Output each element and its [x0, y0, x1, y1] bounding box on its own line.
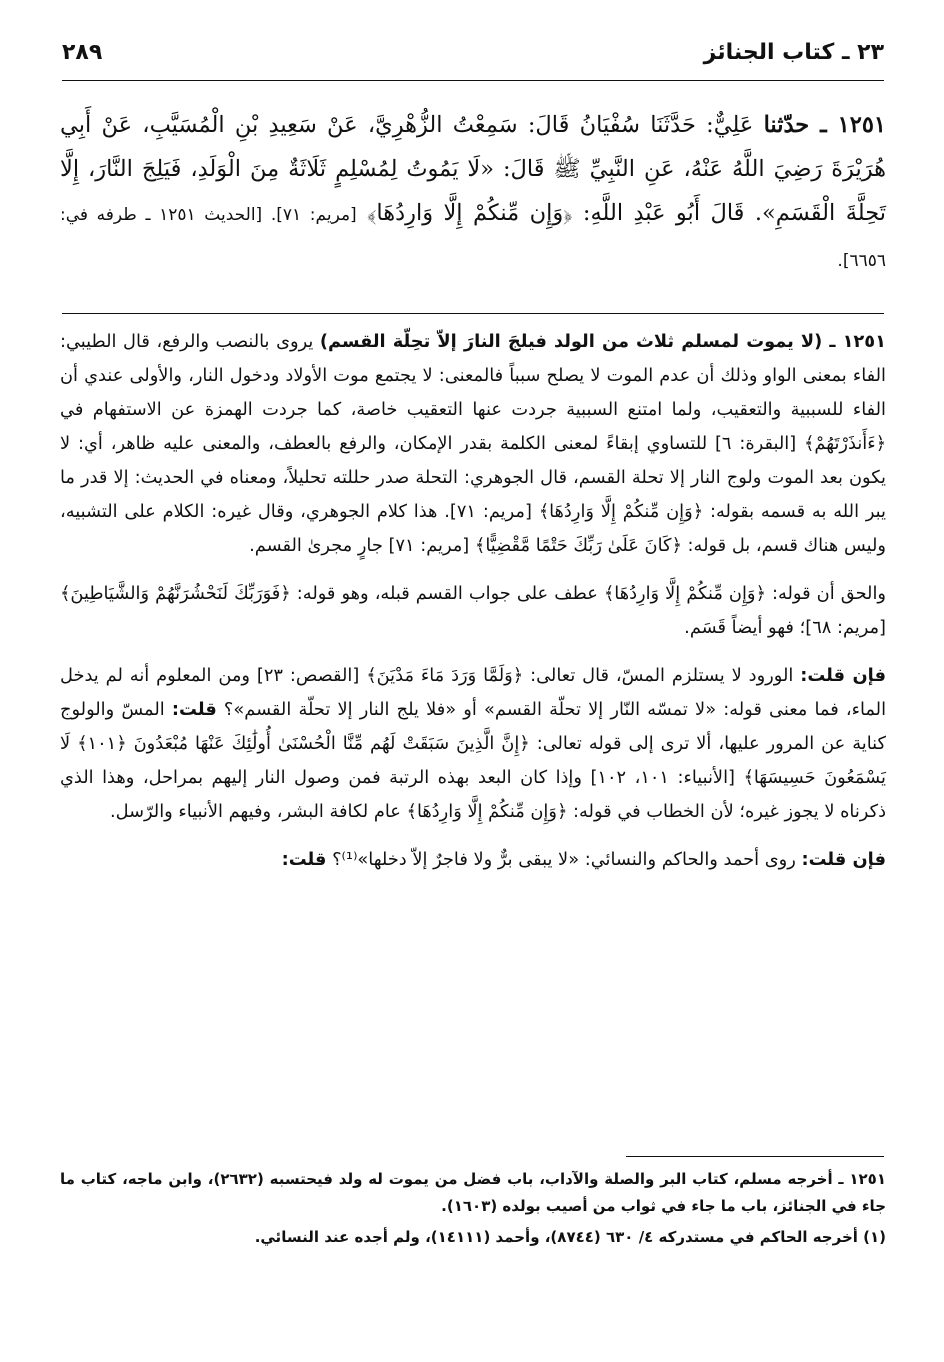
page-header: [62, 38, 884, 78]
hadith-number: ١٢٥١ ـ حدّثنا: [763, 112, 886, 138]
question-lead: فإن قلت:: [801, 849, 886, 870]
header-rule: [62, 80, 884, 81]
hadith-reference: [مريم: ٧١]. [الحديث ١٢٥١ ـ طرفه في: ٦٦٥٦].: [60, 205, 886, 271]
footnote-1251: ١٢٥١ ـ أخرجه مسلم، كتاب البر والصلة والآداب، باب فضل من يموت له ولد فيحتسبه (٢٦٣٢)، وابن ماجه، كتاب ما جاء في الجنائز، باب ما جاء في ثواب من أصيب بولده (١٦٠٣).: [60, 1170, 886, 1215]
answer-lead: قلت:: [281, 849, 327, 870]
section-divider: [62, 313, 884, 314]
hadith-body: عَلِيٌّ: حَدَّثَنَا سُفْيَانُ قَالَ: سَمِعْتُ الزُّهْرِيَّ، عَنْ سَعِيدِ بْنِ الْمُسَيَّبِ، عَنْ أَبِي هُرَيْرَةَ رَضِيَ اللَّهُ عَنْهُ، عَنِ النَّبِيِّ ﷺ قَالَ: «لَا يَمُوتُ لِمُسْلِمٍ ثَلَاثَةٌ مِنَ الْوَلَدِ، فَيَلِجَ النَّارَ، إِلَّا تَحِلَّةَ الْقَسَمِ». قَالَ أَبُو عَبْدِ اللَّهِ: ﴿وَإِن مِّنكُمْ إِلَّا وَارِدُهَا﴾: [60, 112, 886, 226]
footnote-rule: [626, 1156, 884, 1157]
commentary-heading: ١٢٥١ ـ (لا يموت لمسلم ثلاث من الولد فيلجَ النارَ إلاّ تحِلّة القسم): [319, 331, 886, 352]
question-lead: فإن قلت:: [800, 665, 887, 686]
commentary-paragraph-1: [60, 325, 886, 563]
hadith-text: [60, 103, 886, 283]
page-number: ٢٨٩: [62, 40, 103, 65]
commentary-paragraph-3: [60, 659, 886, 829]
footnotes: [60, 1166, 886, 1251]
commentary-text: والحق أن قوله: ﴿وَإِن مِّنكُمْ إِلَّا وَارِدُهَا﴾ عطف على جواب القسم قبله، وهو قوله: ﴿فَوَرَبِّكَ لَنَحْشُرَنَّهُمْ وَالشَّيَاطِينَ﴾ [مريم: ٦٨]؛ فهو أيضاً قَسَم.: [60, 583, 886, 638]
chapter-title: ٢٣ ـ كتاب الجنائز: [703, 40, 884, 65]
footnote-1: (١) أخرجه الحاكم في مستدركه ٤/ ٦٣٠ (٨٧٤٤)، وأحمد (١٤١١١)، ولم أجده عند النسائي.: [254, 1228, 886, 1246]
commentary-text: يروى بالنصب والرفع، قال الطيبي: الفاء بمعنى الواو وذلك أن عدم الموت لا يصلح سبباً فالمعنى: لا يجتمع موت الأولاد ودخول النار، والأولى عندي أن الفاء للسببية والتعقيب، ولما امتنع السببية جردت عنها التعقيب خاصة، كما جردت الهمزة عن الاستفهام في ﴿ءَأَنذَرْتَهُمْ﴾ [البقرة: ٦] للتساوي إبقاءً لمعنى الكلمة بقدر الإمكان، والرفع بالعطف، والمعنى عليه ظاهر، أي: لا يكون بعد الموت ولوج النار إلا تحلة القسم، قال الجوهري: التحلة صدر حللته تحليلاً، ومعناه في الحديث: إلا قدر ما يبر الله به قسمه بقوله: ﴿وَإِن مِّنكُمْ إِلَّا وَارِدُهَا﴾ [مريم: ٧١]. هذا كلام الجوهري، وقال غيره: الكلام على التشبيه، وليس هناك قسم، بل قوله: ﴿كَانَ عَلَىٰ رَبِّكَ حَتْمًا مَّقْضِيًّا﴾ [مريم: ٧١] جارٍ مجرىٰ القسم.: [60, 331, 886, 556]
commentary-text: المسّ والولوج كناية عن المرور عليها، ألا ترى إلى قوله تعالى: ﴿إِنَّ الَّذِينَ سَبَقَتْ لَهُم مِّنَّا الْحُسْنَىٰ أُولَٰئِكَ عَنْهَا مُبْعَدُونَ ﴿١٠١﴾ لَا يَسْمَعُونَ حَسِيسَهَا﴾ [الأنبياء: ١٠١، ١٠٢] وإذا كان البعد بهذه الرتبة فمن وصول النار إليهم بمراحل، وهذا الذي ذكرناه لا يجوز غيره؛ لأن الخطاب في قوله: ﴿وَإِن مِّنكُمْ إِلَّا وَارِدُهَا﴾ عام لكافة البشر، وفيهم الأنبياء والرّسل.: [60, 699, 886, 822]
commentary-paragraph-2: [60, 577, 886, 645]
commentary-paragraph-4: [60, 843, 886, 877]
commentary: [60, 325, 886, 877]
commentary-text: روى أحمد والحاكم والنسائي: «لا يبقى برٌّ ولا فاجرٌ إلاّ دخلها»⁽¹⁾؟: [332, 849, 796, 870]
answer-lead: قلت:: [171, 699, 217, 720]
commentary-text: الورود لا يستلزم المسّ، قال تعالى: ﴿وَلَمَّا وَرَدَ مَاءَ مَدْيَنَ﴾ [القصص: ٢٣] ومن المعلوم أنه لم يدخل الماء، فما معنى قوله: «لا تمسّه النّار إلا تحلّة القسم» أو «فلا يلج النار إلا تحلّة القسم»؟: [60, 665, 887, 720]
